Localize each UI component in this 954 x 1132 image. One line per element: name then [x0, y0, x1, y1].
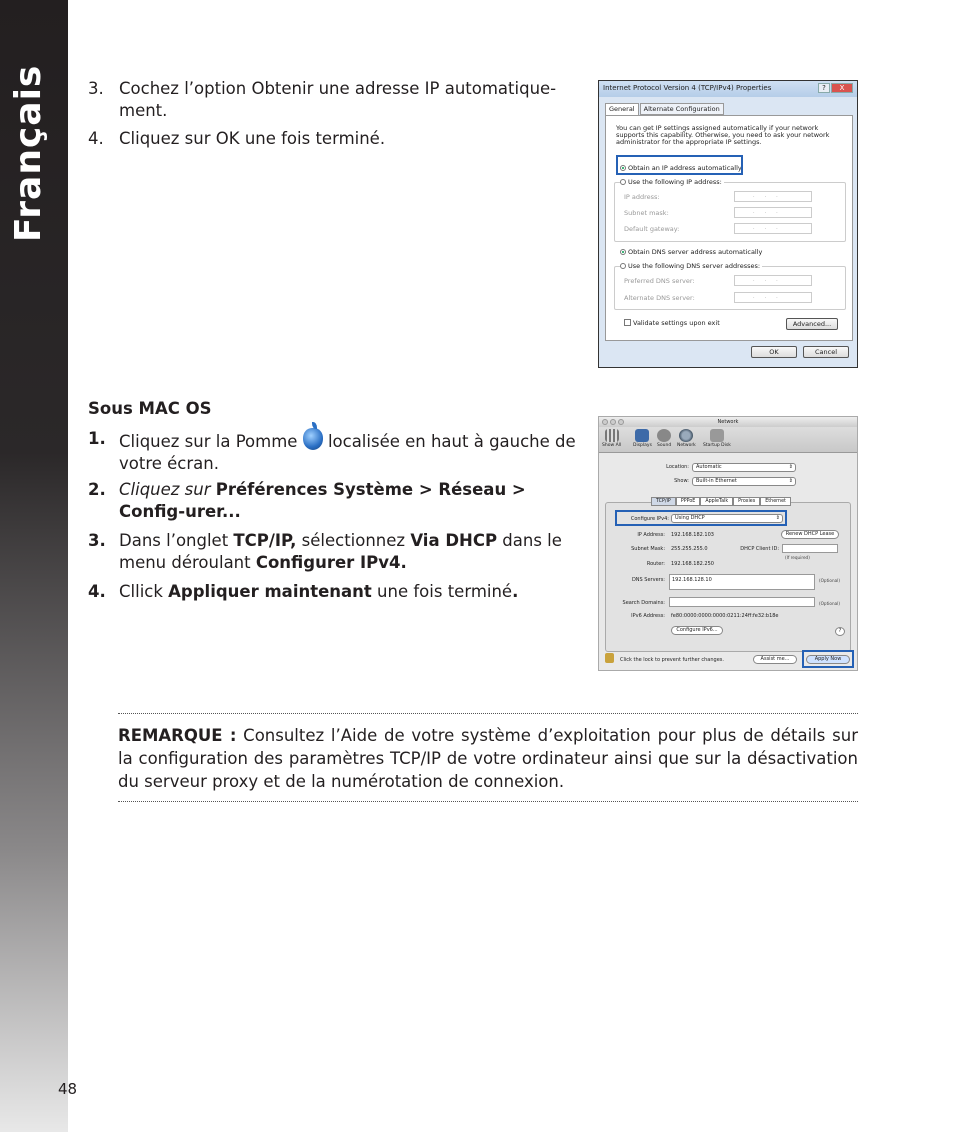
tab-tcpip[interactable]: TCP/IP — [651, 497, 676, 506]
ip-address-label: IP address: — [624, 193, 660, 201]
preferred-dns-label: Preferred DNS server: — [624, 277, 695, 285]
note-text: Consultez l’Aide de votre système d’exploitation pour plus de détails sur la configuration des paramètres TCP/IP de votre ordinateur ainsi que sur la désactivation du serveur proxy et de la numérotation de connexion. — [118, 726, 858, 791]
window-controls — [818, 83, 853, 93]
windows-tcpip-dialog — [598, 80, 858, 368]
if-required-note: (If required) — [785, 555, 810, 560]
apple-logo-icon — [303, 428, 323, 450]
step-number: 4. — [88, 129, 104, 148]
windows-step-4 — [88, 128, 578, 150]
subnet-mask-label: Subnet mask: — [624, 209, 669, 217]
mac-step-1 — [88, 428, 578, 475]
step-text: Cliquez sur la Pomme localisée en haut à gauche de votre écran. — [119, 428, 578, 475]
configure-ipv4-popup[interactable]: Using DHCP ⇕ — [671, 514, 783, 523]
dialog-title: Internet Protocol Version 4 (TCP/IPv4) Properties — [603, 84, 772, 92]
tool-displays[interactable]: Displays — [633, 429, 652, 448]
mac-window-title: Network — [717, 419, 739, 425]
lock-icon[interactable] — [605, 653, 614, 663]
step-number: 1. — [88, 429, 106, 448]
tool-startup-disk[interactable]: Startup Disk — [703, 429, 731, 448]
lock-text: Click the lock to prevent further changes. — [620, 657, 724, 663]
mac-step-4 — [88, 581, 578, 603]
sidebar — [0, 0, 68, 1132]
speaker-icon — [657, 429, 671, 442]
step-text: Dans l’onglet TCP/IP, sélectionnez Via DHCP dans le menu déroulant Configurer IPv4. — [119, 531, 562, 572]
tab-alternate-configuration[interactable]: Alternate Configuration — [640, 103, 724, 115]
dialog-tabs — [605, 103, 725, 115]
search-domains-label: Search Domains: — [622, 600, 665, 606]
mac-heading: Sous MAC OS — [88, 399, 212, 418]
ipv6-address-label: IPv6 Address: — [631, 613, 665, 619]
gateway-label: Default gateway: — [624, 225, 680, 233]
show-label: Show: — [674, 478, 689, 484]
dhcp-client-id-field[interactable] — [782, 544, 838, 553]
grid-icon — [605, 429, 619, 442]
dns-servers-label: DNS Servers: — [631, 577, 665, 583]
tool-network[interactable]: Network — [677, 429, 696, 448]
step-number: 3. — [88, 79, 104, 98]
option-auto-dns[interactable]: Obtain DNS server address automatically — [620, 248, 762, 256]
window-buttons[interactable] — [602, 419, 624, 425]
dialog-titlebar — [599, 81, 857, 97]
option-manual-dns[interactable]: Use the following DNS server addresses: — [620, 262, 762, 270]
close-icon[interactable]: X — [831, 83, 853, 93]
tab-general[interactable]: General — [605, 103, 639, 115]
mac-titlebar — [599, 417, 857, 427]
mac-tabbar — [651, 497, 791, 506]
alternate-dns-field[interactable]: ... — [734, 292, 812, 303]
disk-icon — [710, 429, 724, 442]
renew-dhcp-button[interactable]: Renew DHCP Lease — [781, 530, 839, 539]
step-text: Cliquez sur OK une fois terminé. — [119, 129, 386, 148]
router-label: Router: — [646, 561, 665, 567]
dhcp-client-id-label: DHCP Client ID: — [740, 546, 779, 552]
show-popup[interactable]: Built-in Ethernet ⇕ — [692, 477, 796, 486]
tab-pppoe[interactable]: PPPoE — [676, 497, 700, 506]
highlight-auto-ip — [616, 155, 743, 175]
sidebar-language-label: Français — [8, 64, 49, 242]
location-label: Location: — [666, 464, 689, 470]
tool-sound[interactable]: Sound — [657, 429, 671, 448]
tool-show-all[interactable]: Show All — [602, 429, 621, 448]
ip-address-value: 192.168.182.103 — [671, 532, 714, 538]
note-bottom-divider — [118, 801, 858, 802]
general-panel — [605, 115, 853, 341]
help-button[interactable]: ? — [835, 627, 845, 636]
search-domains-field[interactable] — [669, 597, 815, 607]
highlight-configure-ipv4 — [615, 510, 787, 526]
cancel-button[interactable]: Cancel — [803, 346, 849, 358]
mac-step-2 — [88, 479, 578, 523]
apply-now-button[interactable]: Apply Now — [806, 655, 850, 664]
note-top-divider — [118, 713, 858, 714]
advanced-button[interactable]: Advanced... — [786, 318, 838, 330]
subnet-mask-label: Subnet Mask: — [631, 546, 665, 552]
ip-address-field[interactable]: ... — [734, 191, 812, 202]
subnet-mask-value: 255.255.255.0 — [671, 546, 708, 552]
step-number: 2. — [88, 480, 106, 499]
radio-icon — [620, 179, 626, 185]
subnet-mask-field[interactable]: ... — [734, 207, 812, 218]
configure-ipv4-label: Configure IPv4: — [630, 516, 669, 522]
step-text: Cllick Appliquer maintenant une fois terminé. — [119, 582, 519, 601]
step-text: Cochez l’option Obtenir une adresse IP automatique-ment. — [119, 79, 557, 120]
note-label: REMARQUE : — [118, 726, 237, 745]
alternate-dns-label: Alternate DNS server: — [624, 294, 695, 302]
ok-button[interactable]: OK — [751, 346, 797, 358]
step-number: 4. — [88, 582, 106, 601]
ip-address-label: IP Address: — [637, 532, 665, 538]
manual-dns-group — [614, 266, 846, 310]
highlight-apply-now — [802, 650, 854, 668]
configure-ipv6-button[interactable]: Configure IPv6... — [671, 626, 723, 635]
option-manual-ip[interactable]: Use the following IP address: — [620, 178, 724, 186]
mac-step-3 — [88, 530, 578, 574]
dns-optional-note: (Optional) — [819, 578, 840, 583]
tab-proxies[interactable]: Proxies — [733, 497, 760, 506]
help-icon[interactable]: ? — [818, 83, 830, 93]
step-text: Cliquez sur Préférences Système > Réseau > Config-urer... — [119, 480, 526, 521]
checkbox-icon — [624, 319, 631, 326]
step-number: 3. — [88, 531, 106, 550]
note-box — [118, 724, 858, 793]
network-globe-icon — [679, 429, 693, 442]
windows-step-3 — [88, 78, 578, 122]
validate-checkbox[interactable]: Validate settings upon exit — [624, 319, 720, 327]
radio-selected-icon — [620, 249, 626, 255]
dns-servers-field[interactable] — [669, 574, 815, 590]
mac-network-window — [598, 416, 858, 671]
tab-ethernet[interactable]: Ethernet — [760, 497, 791, 506]
assist-me-button[interactable]: Assist me... — [753, 655, 797, 664]
option-auto-ip[interactable]: Obtain an IP address automatically — [620, 164, 742, 172]
location-popup[interactable]: Automatic ⇕ — [692, 463, 796, 472]
ipv6-address-value: fe80:0000:0000:0000:0211:24ff:fe32:b18e — [671, 613, 779, 619]
dns-servers-value: 192.168.128.10 — [672, 577, 712, 583]
preferred-dns-field[interactable]: ... — [734, 275, 812, 286]
gateway-field[interactable]: ... — [734, 223, 812, 234]
page-number: 48 — [58, 1080, 78, 1098]
tab-appletalk[interactable]: AppleTalk — [700, 497, 733, 506]
display-icon — [635, 429, 649, 442]
radio-icon — [620, 263, 626, 269]
router-value: 192.168.182.250 — [671, 561, 714, 567]
search-optional-note: (Optional) — [819, 601, 840, 606]
mac-toolbar — [599, 427, 857, 453]
intro-text: You can get IP settings assigned automatically if your network supports this capability. Otherwise, you need to ask your network administrator for the appropriate IP settings. — [616, 124, 830, 146]
